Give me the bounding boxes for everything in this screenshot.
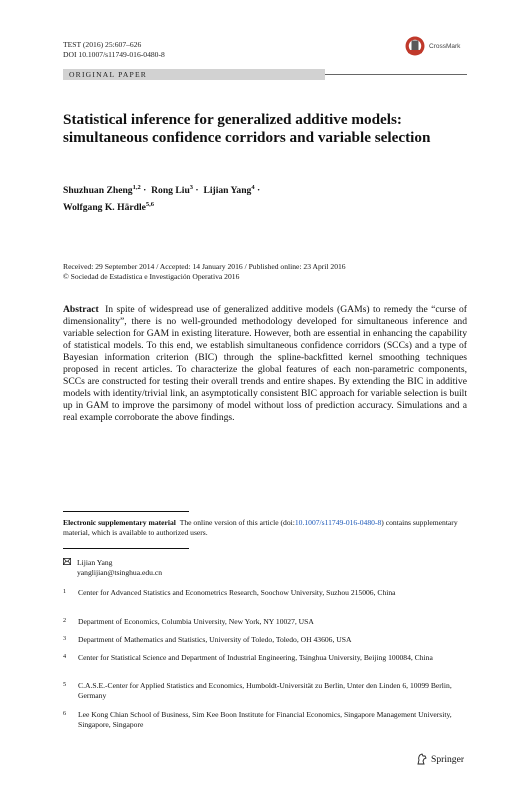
affiliation-text: Department of Mathematics and Statistics, University of Toledo, Toledo, OH 43606, USA <box>78 635 352 644</box>
journal-line: TEST (2016) 25:607–626 <box>63 40 142 49</box>
author-separator: · <box>254 185 261 197</box>
affiliation-number: 2 <box>63 617 67 624</box>
affiliation-number: 6 <box>63 710 67 717</box>
affiliation-item <box>63 617 473 627</box>
affiliation-number: 3 <box>63 635 67 642</box>
footnote-rule <box>63 511 189 512</box>
publisher-logo <box>416 753 464 765</box>
affiliation-text: Department of Economics, Columbia University, New York, NY 10027, USA <box>78 617 314 626</box>
publisher-name: Springer <box>431 753 465 765</box>
header-rule <box>325 74 467 75</box>
author-separator: · <box>140 185 149 197</box>
esm-label: Electronic supplementary material <box>63 518 176 527</box>
author-affiliation-mark: 1,2 <box>132 184 141 191</box>
author-separator: · <box>193 185 202 197</box>
esm-doi-link[interactable]: 10.1007/s11749-016-0480-8 <box>294 518 382 527</box>
affiliation-number: 5 <box>63 681 67 688</box>
corresponding-name: Lijian Yang <box>77 558 113 567</box>
crossmark-label: CrossMark <box>429 42 461 50</box>
author-affiliation-mark: 3 <box>189 184 194 191</box>
journal-citation <box>63 40 165 60</box>
affiliation-item <box>63 710 473 730</box>
affiliation-item <box>63 588 473 598</box>
author[interactable]: Wolfgang K. Härdle$^{5,6}$ <box>63 201 155 214</box>
affiliation-item <box>63 653 473 663</box>
author[interactable]: Lijian Yang$^4$ <box>203 184 255 197</box>
footnote-rule <box>63 548 189 549</box>
affiliation-text: Center for Statistical Science and Department of Industrial Engineering, Tsinghua University, Beijing 100084, China <box>78 653 433 662</box>
abstract-label: Abstract <box>63 304 99 315</box>
article-history <box>63 262 473 282</box>
author[interactable]: Rong Liu$^3$ <box>151 184 194 197</box>
corresponding-email[interactable]: yanglijian@tsinghua.edu.cn <box>77 568 163 577</box>
corresponding-author <box>63 558 162 578</box>
supplementary-material-note <box>63 518 473 538</box>
paper-type-band: ORIGINAL PAPER <box>63 69 325 80</box>
affiliation-number: 4 <box>63 653 67 660</box>
abstract <box>63 304 467 424</box>
affiliation-item <box>63 635 473 645</box>
doi-line: DOI 10.1007/s11749-016-0480-8 <box>63 50 165 59</box>
springer-horse-icon <box>416 753 428 765</box>
abstract-text: In spite of widespread use of generalized additive models (GAMs) to remedy the “curse of dimensionality”, there is no well-grounded methodology developed for simultaneous inference and variable selection for GAM in existing literature. However, both are essential in enhancing the capability of statistical models. To this end, we establish simultaneous confidence corridors (SCCs) and a type of Bayesian information criterion (BIC) through the spline-backfitted kernel smoothing techniques proposed in recent articles. To characterize the global features of each non-parametric components, SCCs are constructed for testing their overall trends and entire shapes. By extending the BIC in additive models with identity/trivial link, an asymptotically consistent BIC approach for variable selection is built up in GAM to improve the parsimony of model without loss of prediction accuracy. Simulations and a real example corroborate the above findings. <box>63 304 467 423</box>
esm-text-before: The online version of this article (doi: <box>179 518 295 527</box>
affiliation-text: Center for Advanced Statistics and Econometrics Research, Soochow University, Suzhou 215006, China <box>78 588 396 597</box>
affiliation-item <box>63 681 473 701</box>
history-dates: Received: 29 September 2014 / Accepted: 14 January 2016 / Published online: 23 April 2016 <box>63 262 346 271</box>
article-title: Statistical inference for generalized additive models: simultaneous confidence corridors and variable selection <box>63 111 431 146</box>
envelope-icon <box>63 558 71 565</box>
esm-text-after: ) contains supplementary material, which is available to authorized users. <box>63 518 458 537</box>
affiliation-text: C.A.S.E.-Center for Applied Statistics and Economics, Humboldt-Universität zu Berlin, Unter den Linden 6, 10099 Berlin, Germany <box>78 681 452 700</box>
crossmark-icon <box>405 36 425 56</box>
affiliation-number: 1 <box>63 588 67 595</box>
crossmark-badge[interactable] <box>405 36 460 56</box>
author-affiliation-mark: 5,6 <box>145 201 155 209</box>
author-list <box>63 181 473 215</box>
author-affiliation-mark: 4 <box>251 184 255 191</box>
copyright-line: © Sociedad de Estadística e Investigación Operativa 2016 <box>63 272 240 281</box>
affiliation-text: Lee Kong Chian School of Business, Sim Kee Boon Institute for Financial Economics, Singapore Management University, Singapore, Singapore <box>78 710 452 729</box>
author[interactable]: Shuzhuan Zheng$^{1,2}$ <box>63 184 141 197</box>
